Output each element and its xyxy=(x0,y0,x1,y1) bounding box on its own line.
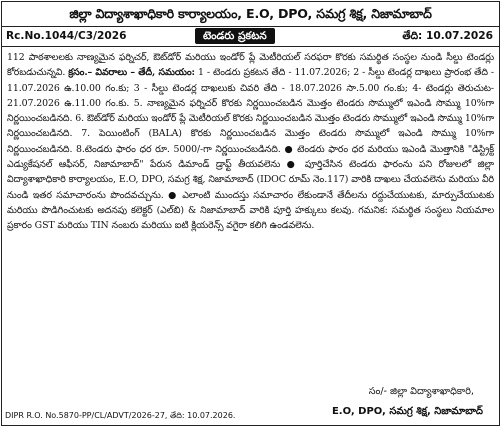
schedule-label: క్రసం.– వివరాలు – తేదీ, సమయం: xyxy=(68,67,195,79)
tender-badge: టెండరు ప్రకటన xyxy=(195,28,275,44)
office-title: జిల్లా విద్యాశాఖాధికారి కార్యాలయం, E.O, DPO, సమగ్ర శిక్ష, నిజామాబాద్ xyxy=(2,2,499,27)
dd-instruction: ● టెండరు ఫారం ధర మరియు ఇఎండి మొత్తానికి "డిస్ట్రిక్ట్ ఎడ్యుకేషనల్ ఆఫీసర్, నిజామాబాద్" పేరున డిమాండ్ డ్రాఫ్ట్ తీయవలెను xyxy=(7,143,494,171)
rights-note: ● ఎలాంటి ముందస్తు సమాచారం లేకుండానే తేదీలను రద్దుచేయుటకు, మార్పుచేయుటకు మరియు పొడిగించుటకు అదనపు కలెక్టర్ (ఎల్‌బి) & నిజామాబాద్ వారికి పూర్తి హక్కులు కలవు. గమనిక: సమర్థిత సంస్థలు నియమాల ప్రకారం GST మరియు TIN నంబరు మరియు ఐటి క్లియరెన్స్ వగైరా కలిగి ఉండవలెను. xyxy=(7,189,494,232)
signature-line-1: సం/- జిల్లా విద్యాశాఖాధికారి, xyxy=(368,386,474,397)
signature-line-2: E.O, DPO, సమగ్ర శిక్ష, నిజామాబాద్ xyxy=(331,406,483,417)
tender-notice xyxy=(1,1,500,426)
reference-row xyxy=(2,27,499,47)
dipr-release-number: DIPR R.O. No.5870-PP/CL/ADVT/2026-27, తేది: 10.07.2026. xyxy=(5,411,236,420)
reference-number: Rc.No.1044/C3/2026 xyxy=(6,30,127,42)
notice-body xyxy=(2,47,499,394)
notice-intro: 112 పాఠశాలలకు నాణ్యమైన ఫర్నిచర్, ఔట్‌డోర్ మరియు ఇండోర్ ప్లే మెటీరియల్ సరఫరా కొరకు సమర్థిత సంస్థల నుండి సీల్డు టెండర్లు కోరబడుచున్నవి. xyxy=(7,52,494,79)
schedule-details: 1 - టెండరు ప్రకటన తేది - 11.07.2026; 2 - సీల్డు టెండర్ల దాఖలు ప్రారంభ తేది - 11.07.2026 ఉ.10.00 గం.కు; 3 - సీల్డు టెండర్ల దాఖలుకు చివరి తేది - 18.07.2026 సా.5.00 గం.కు; 4- టెండర్లు తెరుచుట- 21.07.2026 ఉ.11.00 గం.కు. 5. నాణ్యమైన ఫర్నిచర్ కొరకు నిర్ణయించబడిన మొత్తం టెండరు సొమ్ములో ఇఎండి సొమ్ము 10%గా నిర్ణయించబడినది. 6. ఔట్‌డోర్ మరియు ఇండోర్ ప్లే మెటీరియల్ కొరకు నిర్ణయించబడిన మొత్తం టెండరు సొమ్ములో ఇఎండి సొమ్ము 10%గా నిర్ణయించబడినది. 7. పెయింటింగ్ (BALA) కొరకు నిర్ణయించబడిన మొత్తం టెండరు సొమ్ములో ఇఎండి సొమ్ము 10%గా నిర్ణయించబడినది. 8.టెండరు ఫారం ధర రూ. 5000/-గా నిర్ణయించబడినది. xyxy=(7,67,494,155)
notice-date: తేది: 10.07.2026 xyxy=(402,30,493,42)
submission-instruction: ● పూర్తిచేసిన టెండరు ఫారంను పని రోజులలో జిల్లా విద్యాశాఖాధికారి కార్యాలయం, E.O, DPO, సమగ్ర శిక్ష, నిజామాబాద్ (IDOC రూమ్ నెం.117) వారికి దాఖలు చేయవలెను మరియు వీరి నుండి ఇతర సమాచారంను పొందవచ్చును. xyxy=(7,159,494,201)
